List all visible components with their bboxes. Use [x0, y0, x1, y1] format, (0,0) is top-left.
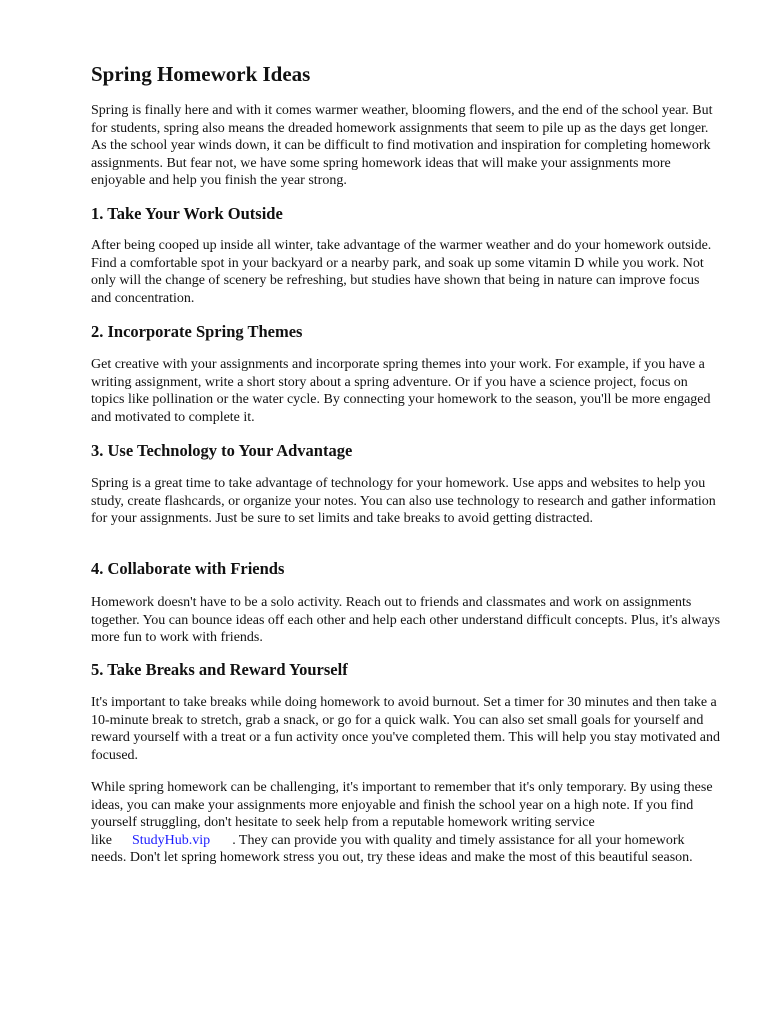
- section-heading-technology: 3. Use Technology to Your Advantage: [91, 441, 353, 460]
- section-heading-breaks-rewards: 5. Take Breaks and Reward Yourself: [91, 660, 348, 679]
- closing-text-before-link: While spring homework can be challenging, it's important to remember that it's only temporary. By using these ideas, you can make your assignments more enjoyable and finish the school year on a high note. If you find yourself struggling, don't hesitate to seek help from a reputable homework writing service like: [91, 780, 713, 848]
- section-body-breaks-rewards: It's important to take breaks while doing homework to avoid burnout. Set a timer for 30 minutes and then take a 10-minute break to stretch, grab a snack, or go for a quick walk. You can also set small goals for yourself and reward yourself with a treat or a fun activity once you've completed them. This will help you stay motivated and focused.: [91, 695, 720, 763]
- studyhub-link[interactable]: StudyHub.vip: [132, 832, 211, 848]
- intro-paragraph: Spring is finally here and with it comes warmer weather, blooming flowers, and the end of the school year. But for students, spring also means the dreaded homework assignments that seem to pile up as the days get longer. As the school year winds down, it can be difficult to find motivation and inspiration for completing homework assignments. But fear not, we have some spring homework ideas that will make your assignments more enjoyable and help you finish the year strong.: [91, 103, 713, 188]
- section-body-take-work-outside: After being cooped up inside all winter, take advantage of the warmer weather and do your homework outside. Find a comfortable spot in your backyard or a nearby park, and soak up some vitamin D while you work. Not only will the change of scenery be refreshing, but studies have shown that being in nature can improve focus and concentration.: [91, 238, 712, 306]
- section-body-spring-themes: Get creative with your assignments and incorporate spring themes into your work. For example, if you have a writing assignment, write a short story about a spring adventure. Or if you have a science project, focus on topics like pollination or the water cycle. By connecting your homework to the season, you'll be more engaged and motivated to complete it.: [91, 357, 711, 425]
- section-body-collaborate: Homework doesn't have to be a solo activity. Reach out to friends and classmates and work on assignments together. You can bounce ideas off each other and help each other understand difficult concepts. Plus, it's always more fun to work with friends.: [91, 595, 721, 645]
- section-heading-collaborate: 4. Collaborate with Friends: [91, 559, 285, 578]
- section-heading-take-work-outside: 1. Take Your Work Outside: [91, 204, 283, 223]
- section-body-technology: Spring is a great time to take advantage of technology for your homework. Use apps and websites to help you study, create flashcards, or organize your notes. You can also use technology to research and gather information for your assignments. Just be sure to set limits and take breaks to avoid getting distracted.: [91, 476, 716, 526]
- closing-paragraph: [91, 779, 723, 867]
- closing-text-after-link: . They can provide you with quality and timely assistance for all your homework needs. Don't let spring homework stress you out, try these ideas and make the most of this beautiful season.: [91, 832, 693, 865]
- section-heading-spring-themes: 2. Incorporate Spring Themes: [91, 322, 303, 341]
- page-title: Spring Homework Ideas: [91, 62, 311, 86]
